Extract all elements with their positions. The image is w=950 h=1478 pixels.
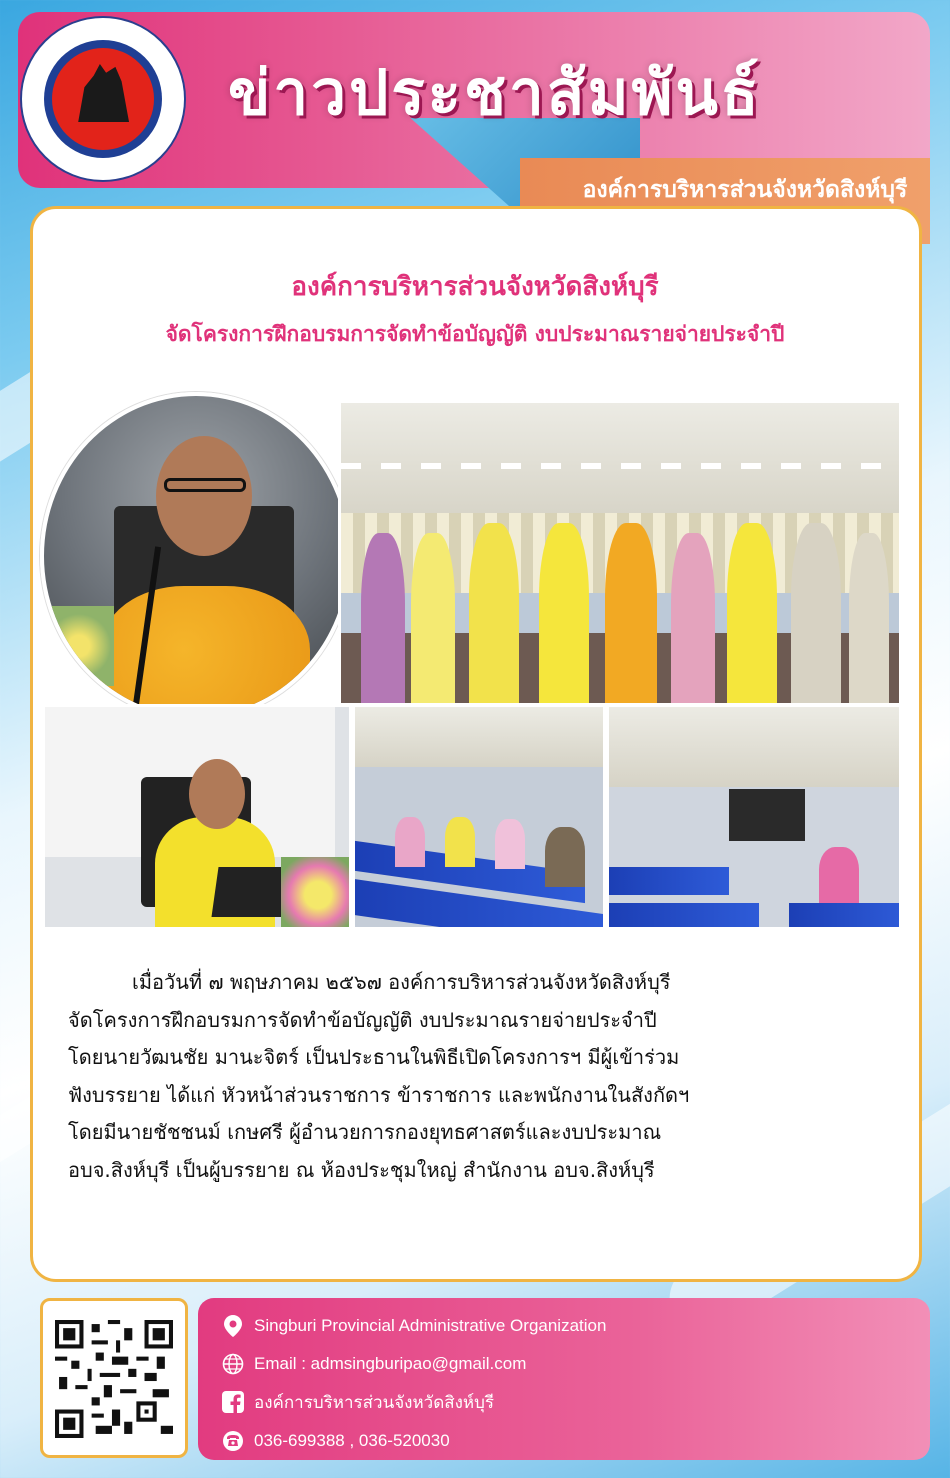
body-line: จัดโครงการฝึกอบรมการจัดทำข้อบัญญัติ งบประมาณรายจ่ายประจำปี — [68, 1007, 657, 1032]
ceiling — [355, 707, 603, 767]
footer-email-row[interactable] — [222, 1349, 526, 1379]
headline-project: จัดโครงการฝึกอบรมการจัดทำข้อบัญญัติ งบประมาณรายจ่ายประจำปี — [165, 322, 785, 346]
speaker-head — [189, 759, 245, 829]
page-title: ข่าวประชาสัมพันธ์ — [228, 56, 762, 129]
audience-photo — [352, 704, 606, 930]
globe-icon — [222, 1353, 244, 1375]
desk-flowers — [44, 606, 114, 686]
ceiling-lights — [341, 463, 899, 469]
attendee — [495, 819, 525, 869]
laptop — [211, 867, 290, 917]
attendee — [395, 817, 425, 867]
person-head — [156, 436, 252, 556]
footer-address-row — [222, 1311, 606, 1341]
ceiling — [609, 707, 899, 787]
body-line: โดยมีนายชัชชนม์ เกษศรี ผู้อำนวยการกองยุทธศาสตร์และงบประมาณ — [68, 1120, 662, 1145]
qr-code-icon[interactable] — [55, 1315, 173, 1443]
blue-tables — [609, 867, 729, 895]
body-line: เมื่อวันที่ ๗ พฤษภาคม ๒๕๖๗ องค์การบริหารส่วนจังหวัดสิงห์บุรี — [132, 970, 671, 994]
footer-phone-row[interactable] — [222, 1426, 450, 1456]
person — [411, 533, 455, 706]
desk-flowers — [281, 857, 352, 930]
phone-icon — [222, 1430, 244, 1452]
person — [605, 523, 657, 706]
blue-tables — [789, 903, 902, 930]
attendee — [545, 827, 585, 887]
conference-hall-photo — [606, 704, 902, 930]
attendee — [445, 817, 475, 867]
chairman-portrait-photo — [40, 392, 352, 720]
qr-code-box[interactable] — [40, 1298, 188, 1458]
person — [791, 523, 841, 706]
body-line: โดยนายวัฒนชัย มานะจิตร์ เป็นประธานในพิธีเปิดโครงการฯ มีผู้เข้าร่วม — [68, 1045, 680, 1070]
attendee — [819, 847, 859, 903]
person — [727, 523, 777, 706]
footer-phone[interactable]: 036-699388 , 036-520030 — [254, 1431, 450, 1450]
headline-organization: องค์การบริหารส่วนจังหวัดสิงห์บุรี — [291, 272, 659, 302]
footer-email[interactable]: Email : admsingburipao@gmail.com — [254, 1354, 527, 1373]
news-body — [68, 964, 890, 1190]
body-line: อบจ.สิงห์บุรี เป็นผู้บรรยาย ณ ห้องประชุมใหญ่ สำนักงาน อบจ.สิงห์บุรี — [68, 1157, 655, 1182]
group-photo — [338, 400, 902, 706]
person — [539, 523, 589, 706]
person — [849, 533, 889, 706]
facebook-icon — [222, 1391, 244, 1413]
speaker-photo — [42, 704, 352, 930]
org-logo — [22, 18, 184, 180]
body-line: ฟังบรรยาย ได้แก่ หัวหน้าส่วนราชการ ข้าราชการ และพนักงานในสังกัดฯ — [68, 1082, 690, 1107]
person-shirt — [100, 586, 310, 720]
location-pin-icon — [222, 1315, 244, 1337]
org-name-thai: องค์การบริหารส่วนจังหวัดสิงห์บุรี — [582, 177, 908, 203]
footer-address: Singburi Provincial Administrative Organization — [254, 1316, 607, 1335]
person — [671, 533, 715, 706]
footer-facebook[interactable]: องค์การบริหารส่วนจังหวัดสิงห์บุรี — [254, 1392, 495, 1412]
footer-facebook-row[interactable] — [222, 1387, 494, 1417]
blue-tables — [609, 903, 759, 930]
glasses — [164, 478, 246, 492]
person — [361, 533, 405, 706]
projection-screen — [729, 789, 805, 841]
person — [469, 523, 519, 706]
